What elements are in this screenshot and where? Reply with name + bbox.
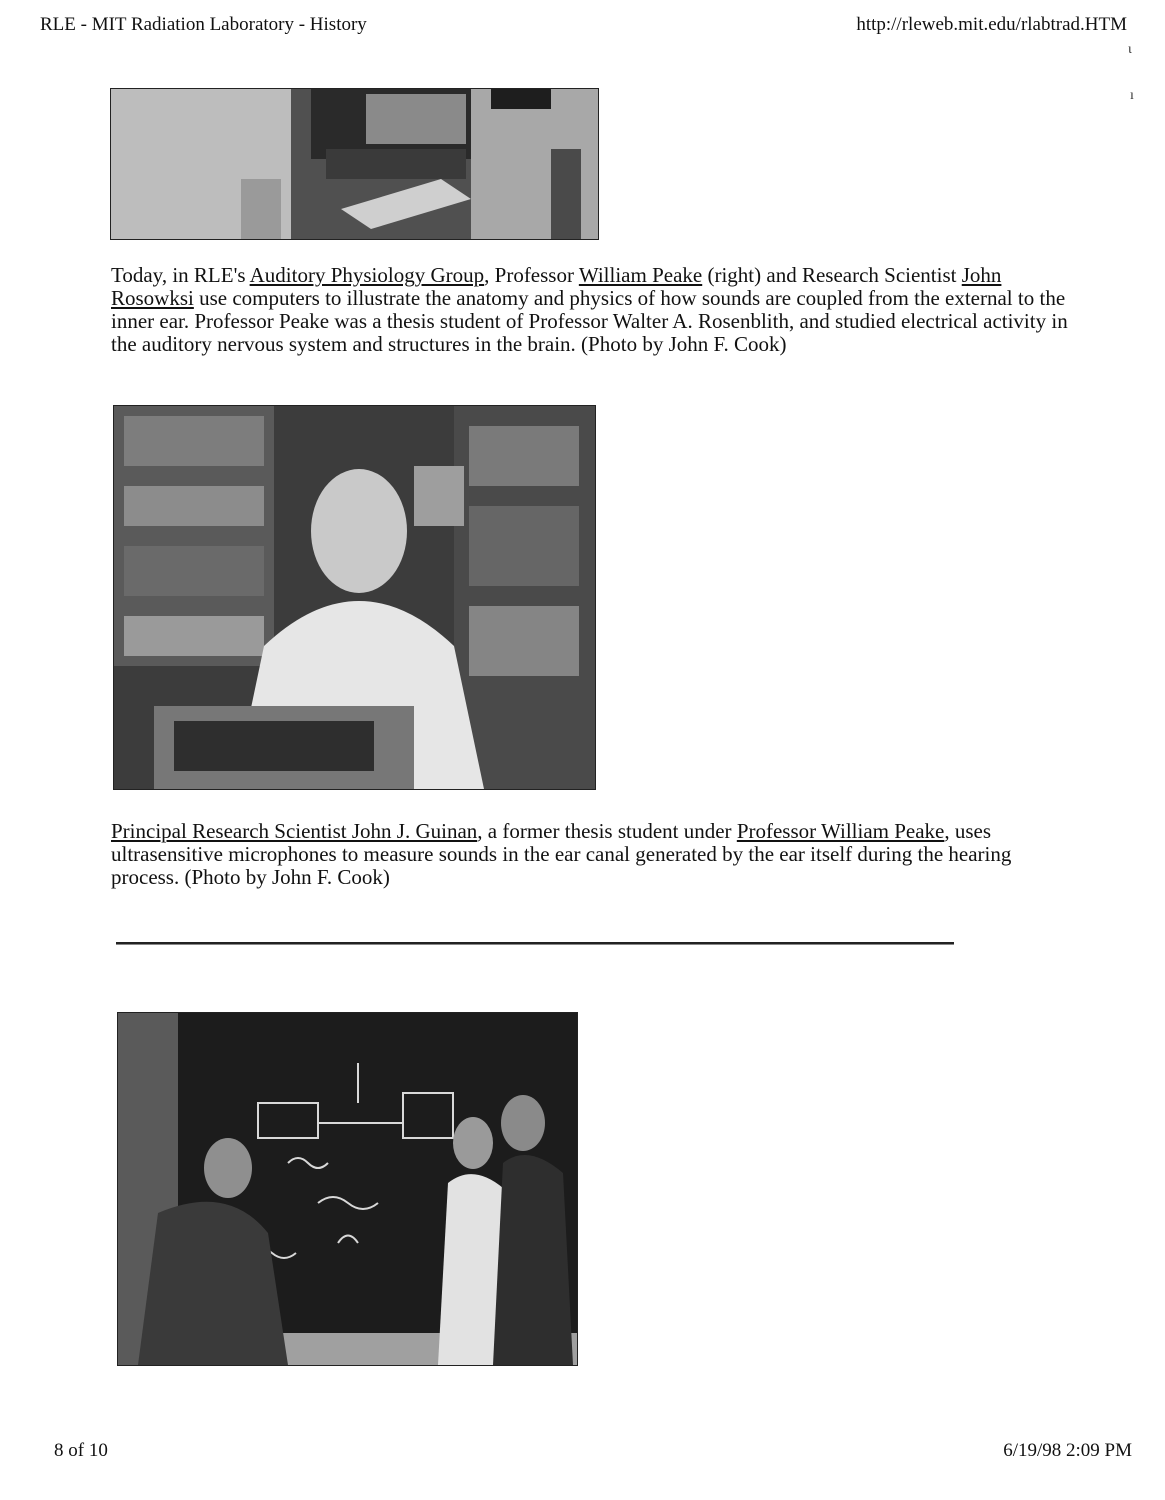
caption-text: Today, in RLE's: [111, 263, 250, 287]
photo-blackboard: [117, 1012, 578, 1366]
caption-paragraph-2: [111, 820, 1071, 889]
link-john-rosowksi[interactable]: John Rosowksi: [111, 263, 1002, 310]
link-professor-william-peake[interactable]: Professor William Peake: [736, 819, 945, 843]
print-timestamp: 6/19/98 2:09 PM: [1003, 1440, 1132, 1461]
caption-text: , Professor: [484, 263, 579, 287]
link-william-peake[interactable]: William Peake: [578, 263, 703, 287]
page-header-title: RLE - MIT Radiation Laboratory - History: [40, 14, 367, 35]
scan-mark: ι: [1128, 42, 1132, 57]
photo-guinan-lab: [113, 405, 596, 790]
caption-text: (right) and Research Scientist: [702, 263, 962, 287]
caption-text: , a former thesis student under: [477, 819, 737, 843]
scan-mark: ı: [1130, 88, 1134, 103]
caption-text: use computers to illustrate the anatomy and physics of how sounds are coupled from the external to the inner ear. Professor Peake was a thesis student of Professor Walter A. Rosenblith, and studied electrical activity in the auditory nervous system and structures in the brain. (Photo by John F. Cook): [111, 286, 1068, 356]
photo-guinan-lab-image: [114, 406, 595, 789]
link-auditory-physiology-group[interactable]: Auditory Physiology Group: [249, 263, 485, 287]
horizontal-divider: [116, 942, 954, 945]
link-john-guinan[interactable]: Principal Research Scientist John J. Guinan: [111, 819, 478, 843]
photo-computer-lab: [110, 88, 599, 240]
photo-computer-lab-image: [111, 89, 598, 239]
caption-text: , uses ultrasensitive microphones to measure sounds in the ear canal generated by the ear itself during the hearing process. (Photo by John F. Cook): [111, 819, 1012, 889]
page-number: 8 of 10: [54, 1440, 108, 1461]
caption-paragraph-1: [111, 264, 1071, 356]
page-header-url: http://rleweb.mit.edu/rlabtrad.HTM: [856, 14, 1127, 35]
photo-blackboard-image: [118, 1013, 577, 1365]
